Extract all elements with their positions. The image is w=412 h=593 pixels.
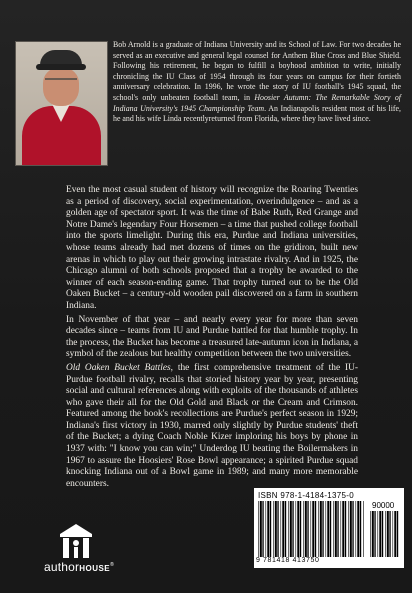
barcode-addon-bars xyxy=(370,511,400,557)
author-photo xyxy=(15,41,108,166)
description-paragraph-3 xyxy=(66,363,358,491)
author-face xyxy=(43,68,79,106)
barcode-digits: 9 781418 413750 xyxy=(256,557,320,564)
book-description xyxy=(66,185,358,492)
bio-text-1: Bob Arnold is a graduate of Indiana University and its School of Law. For two decades he served as an executive and general legal counsel for Anthem Blue Cross and Blue Shield. Following his retirement, he began to fulfill a boyhood ambition to write, initially chronicling the IU Class of 1954 through its four years on campus for their fortieth anniversary celebration. In 1996, he wrote the story of IU football's 1945 squad, the school's only unbeaten football team, in xyxy=(113,40,401,102)
publisher-name xyxy=(37,560,121,574)
isbn-number: ISBN 978-1-4184-1375-0 xyxy=(258,491,354,500)
description-paragraph-3-text: , the first comprehensive treatment of the IU-Purdue football rivalry, recalls that storied history year by year, presenting social and cultural references along with exploits of the thousands of athletes who gave their all for the Old Gold and Black or the Cream and Crimson. Featured among the book's recollections are Purdue's perfect season in 1929; Indiana's first victory in 1930, marred only slightly by Purdue students' theft of the Bucket; a dying Coach Noble Kizer imploring his boys by phone in 1937 with: "I know you can win;" Underdog IU beating the Boilermakers in 1967 to assure the Hoosiers' Rose Bowl appearance; a spirited Purdue squad knocking Indiana out of a Bowl game in 1989; and many more memorable encounters. xyxy=(66,362,358,489)
description-paragraph-2: In November of that year – and nearly every year for more than seven decades since – teams from IU and Purdue battled for that humble trophy. In the process, the Bucket has become a treasured late-autumn icon in Indiana, a symbol of the zealous but healthy competition between the two universities. xyxy=(66,314,358,360)
isbn-barcode xyxy=(254,488,404,568)
house-icon xyxy=(58,523,94,559)
author-glasses xyxy=(45,78,77,86)
price-code: 90000 xyxy=(372,501,395,510)
author-cap-brim xyxy=(36,64,86,70)
publisher-logo xyxy=(37,523,117,575)
author-bio xyxy=(113,40,401,125)
publisher-name-part-2: HOUSE xyxy=(79,564,111,573)
bio-book-title: Hoosier Autumn: The Remarkable Story of Indiana University's 1945 Championship Team xyxy=(113,92,401,113)
bio-text-2: . An Indianapolis resident most of his life, he and his wife Linda recentlyreturned from Florida, where they have lived since. xyxy=(113,103,401,124)
publisher-name-part-1: author xyxy=(43,560,80,574)
registered-mark: ® xyxy=(110,562,115,568)
description-paragraph-1: Even the most casual student of history will recognize the Roaring Twenties as a period of discovery, social experimentation, overindulgence – and as a golden age of spectator sport. It was the time of Babe Ruth, Red Grange and Notre Dame's legendary Four Horsemen – a time that pushed college football into the sports limelight. During this era, Purdue and Indiana universities, whose teams already had met dozens of times on the gridiron, built new arenas in which to play out their growing intrastate rivalry. And in 1925, the Chicago alumni of both schools proposed that a trophy be awarded to the winner of each season-ending game. That trophy turned out to be the Old Oaken Bucket – a century-old wooden pail discovered on a farm in southern Indiana. xyxy=(66,185,358,311)
book-title: Old Oaken Bucket Battles xyxy=(66,362,171,373)
barcode-bars xyxy=(258,501,366,557)
